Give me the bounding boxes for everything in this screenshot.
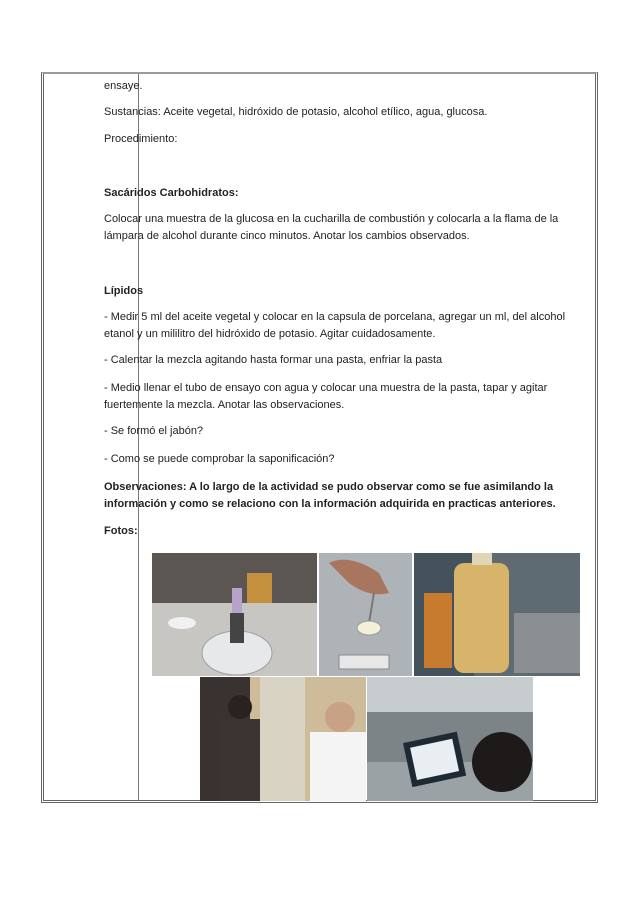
question-2: - Como se puede comprobar la saponificación?: [104, 453, 335, 465]
photo-classroom-laptop: [367, 677, 533, 801]
photo-oil-bottle: [414, 553, 580, 676]
heading-sacaridos: Sacáridos Carbohidratos:: [104, 187, 239, 199]
line-ensaye: ensaye.: [104, 80, 143, 92]
para-sacaridos: Colocar una muestra de la glucosa en la cucharilla de combustión y colocarla a la flama de la lámpara de alcohol durante cinco minutos. Anotar los cambios observados.: [104, 213, 559, 242]
fotos-label: Fotos:: [104, 525, 138, 537]
heading-lipidos: Lípidos: [104, 285, 144, 297]
line-procedimiento: Procedimiento:: [104, 133, 178, 145]
para-lipidos-1: - Medir 5 ml del aceite vegetal y colocar en la capsula de porcelana, agregar un ml, del alcohol etanol y un mililitro del hidróxido de potasio. Agitar cuidadosamente.: [104, 311, 566, 340]
observaciones: Observaciones: A lo largo de la actividad se pudo observar como se fue asimilando la información y como se relaciono con la información adquirida en practicas anteriores.: [104, 481, 556, 510]
question-1: - Se formó el jabón?: [104, 425, 204, 437]
photo-alcohol-lamp: [152, 553, 317, 676]
para-lipidos-2: - Calentar la mezcla agitando hasta formar una pasta, enfriar la pasta: [104, 354, 443, 366]
photo-glucose-spoon: [319, 553, 412, 676]
line-sustancias: Sustancias: Aceite vegetal, hidróxido de potasio, alcohol etílico, agua, glucosa.: [104, 106, 488, 118]
para-lipidos-3: - Medio llenar el tubo de ensayo con agua y colocar una muestra de la pasta, tapar y agitar fuertemente la mezcla. Anotar las observaciones.: [104, 382, 548, 411]
photo-teacher-students: [200, 677, 366, 801]
